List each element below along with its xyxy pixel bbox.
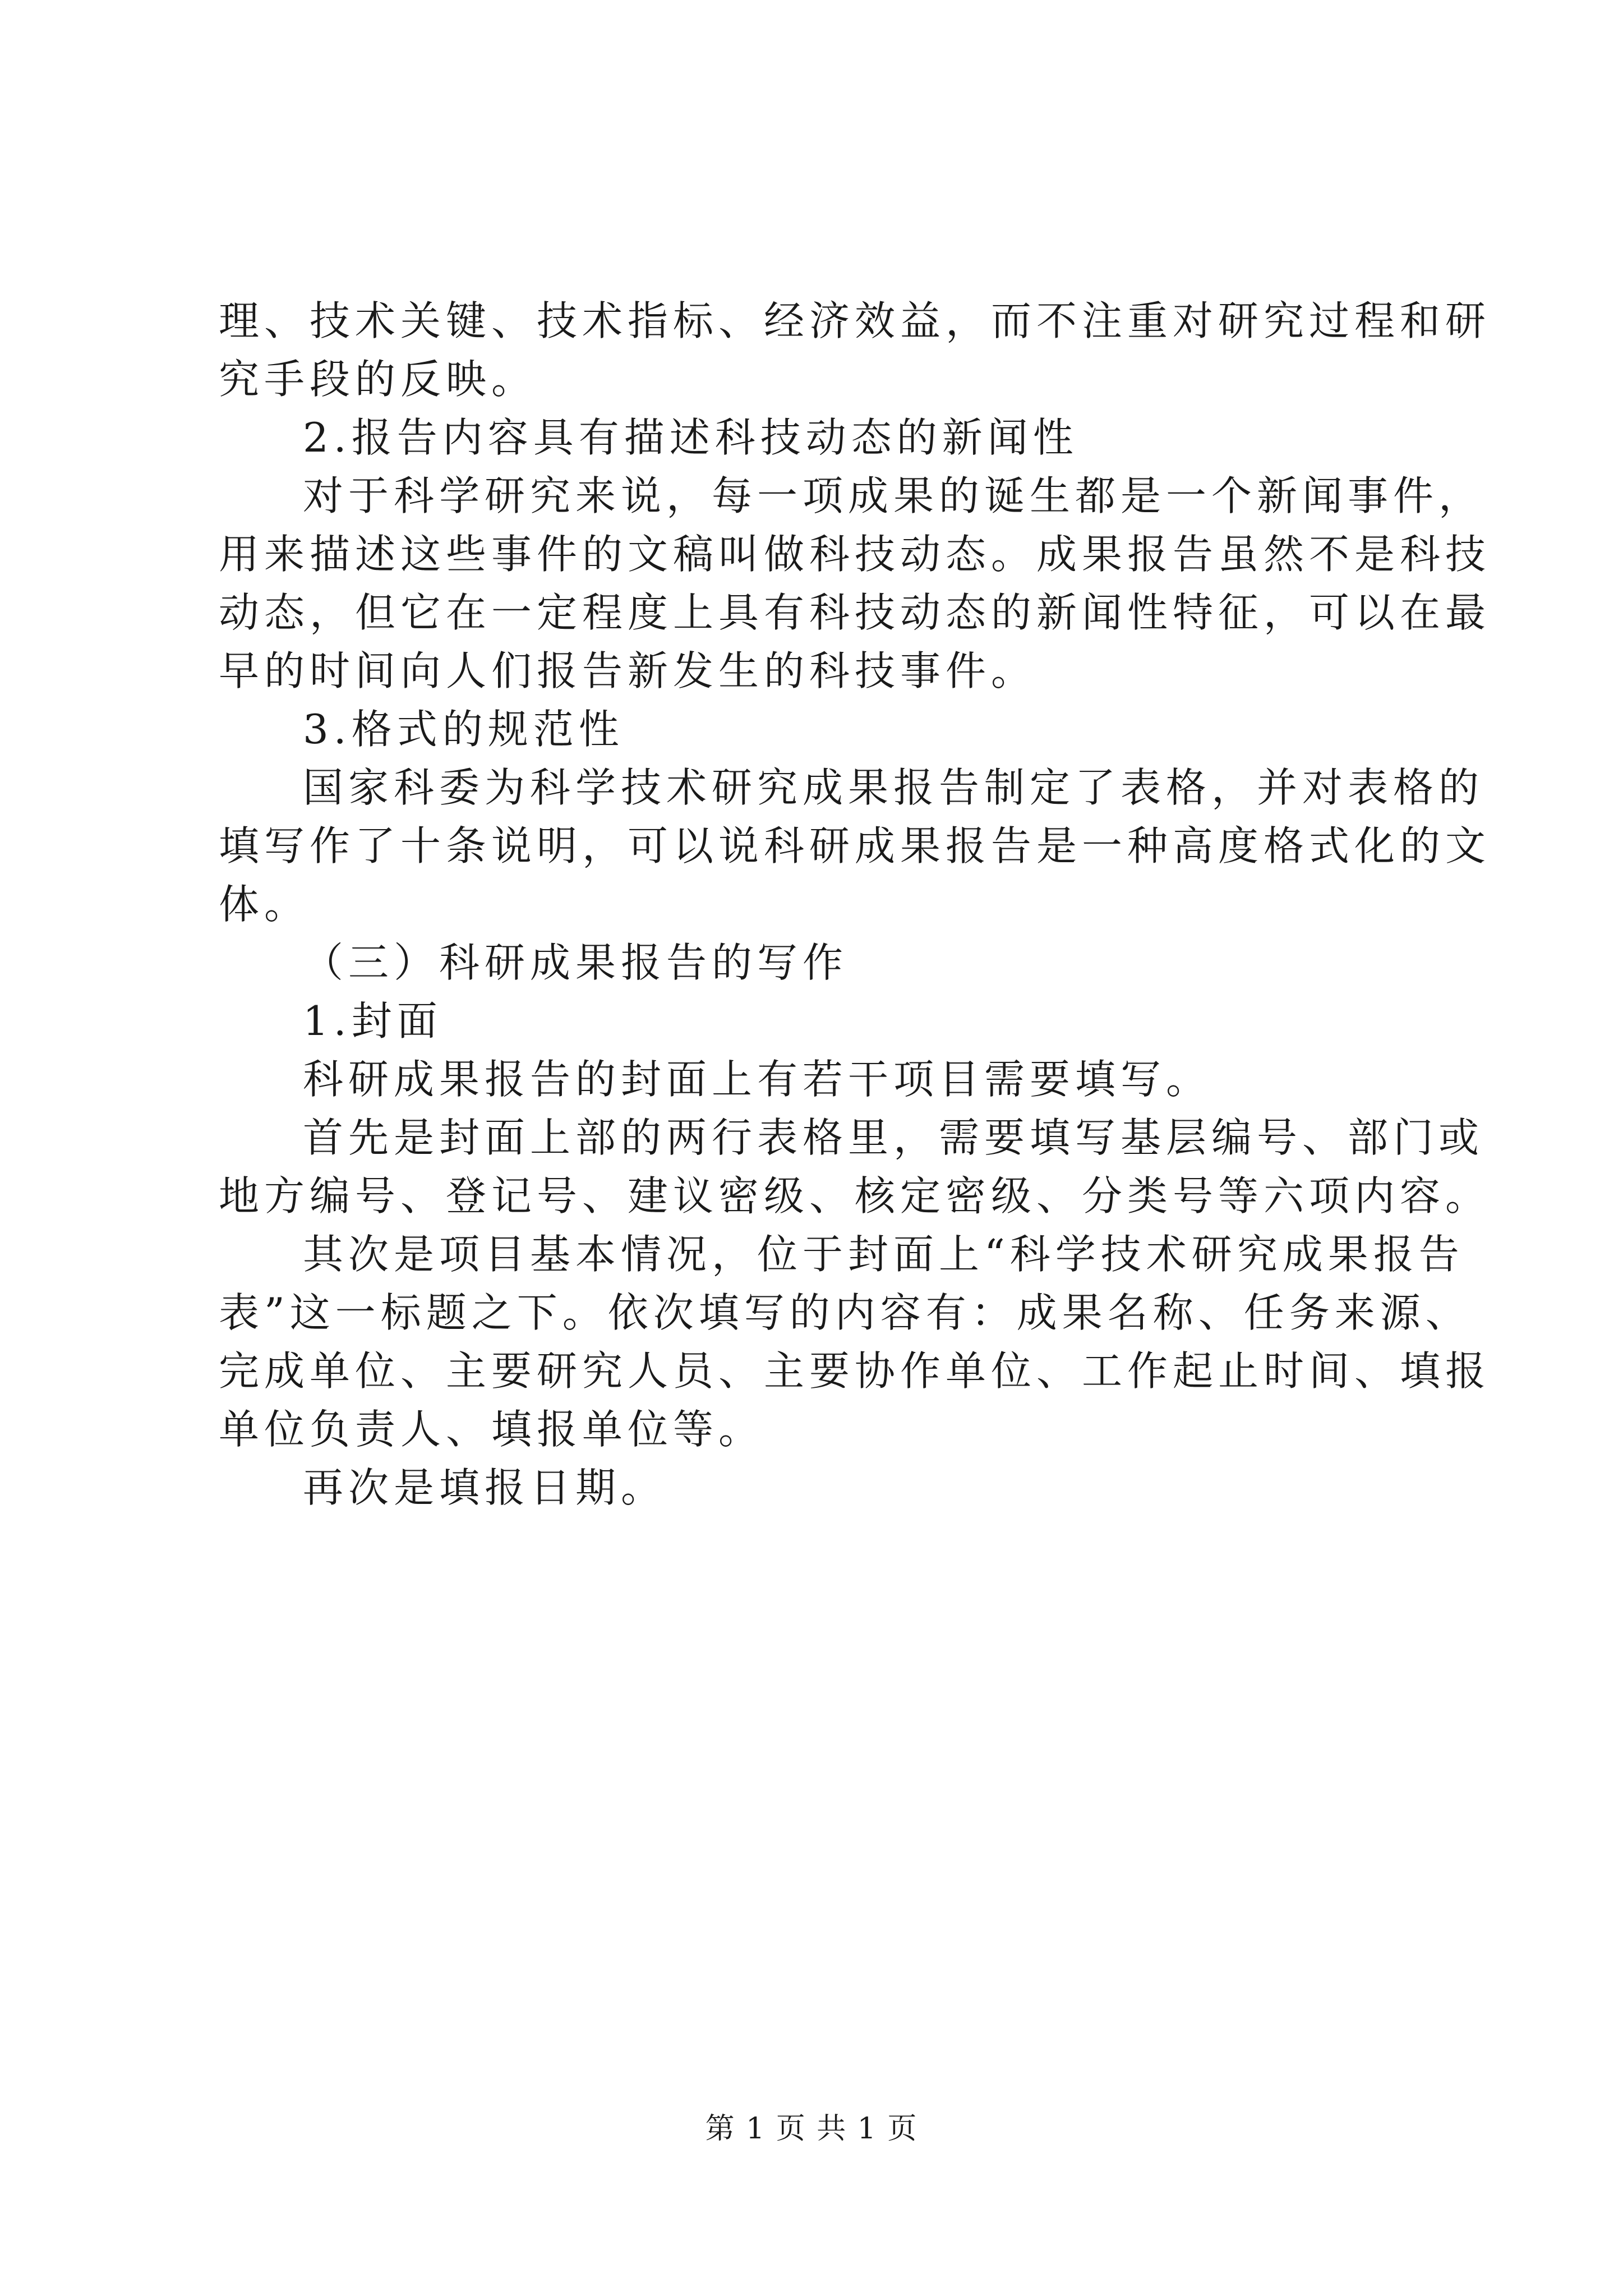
text-line: 其次是项目基本情况，位于封面上“科学技术研究成果报告 (303, 1231, 1464, 1278)
text-line: 早的时间向人们报告新发生的科技事件。 (219, 647, 1037, 694)
text-line: 地方编号、登记号、建议密级、核定密级、分类号等六项内容。 (219, 1172, 1491, 1220)
text-line: 完成单位、主要研究人员、主要协作单位、工作起止时间、填报 (219, 1347, 1491, 1395)
text-line: 表”这一标题之下。依次填写的内容有：成果名称、任务来源、 (219, 1289, 1471, 1336)
text-line: 首先是封面上部的两行表格里，需要填写基层编号、部门或 (303, 1114, 1484, 1161)
text-line: 再次是填报日期。 (303, 1464, 667, 1511)
text-line: 体。 (219, 881, 310, 928)
text-line: 填写作了十条说明，可以说科研成果报告是一种高度格式化的文 (219, 822, 1491, 869)
text-line: 理、技术关键、技术指标、经济效益，而不注重对研究过程和研 (219, 297, 1491, 344)
document-body (219, 292, 1491, 1517)
section-heading: 2.报告内容具有描述科技动态的新闻性 (303, 414, 1078, 461)
text-line: 对于科学研究来说，每一项成果的诞生都是一个新闻事件， (303, 472, 1484, 519)
text-line: 用来描述这些事件的文稿叫做科技动态。成果报告虽然不是科技 (219, 531, 1491, 578)
section-heading: 3.格式的规范性 (303, 706, 624, 753)
page-footer: 第 1 页 共 1 页 (705, 2112, 918, 2146)
text-line: 动态，但它在一定程度上具有科技动态的新闻性特征，可以在最 (219, 589, 1491, 636)
text-line: 国家科委为科学技术研究成果报告制定了表格，并对表格的 (303, 764, 1484, 811)
section-heading: 1.封面 (303, 997, 442, 1045)
text-line: 单位负责人、填报单位等。 (219, 1406, 764, 1453)
text-line: 科研成果报告的封面上有若干项目需要填写。 (303, 1056, 1212, 1103)
text-line: 究手段的反映。 (219, 356, 537, 403)
section-heading: （三）科研成果报告的写作 (303, 939, 849, 986)
